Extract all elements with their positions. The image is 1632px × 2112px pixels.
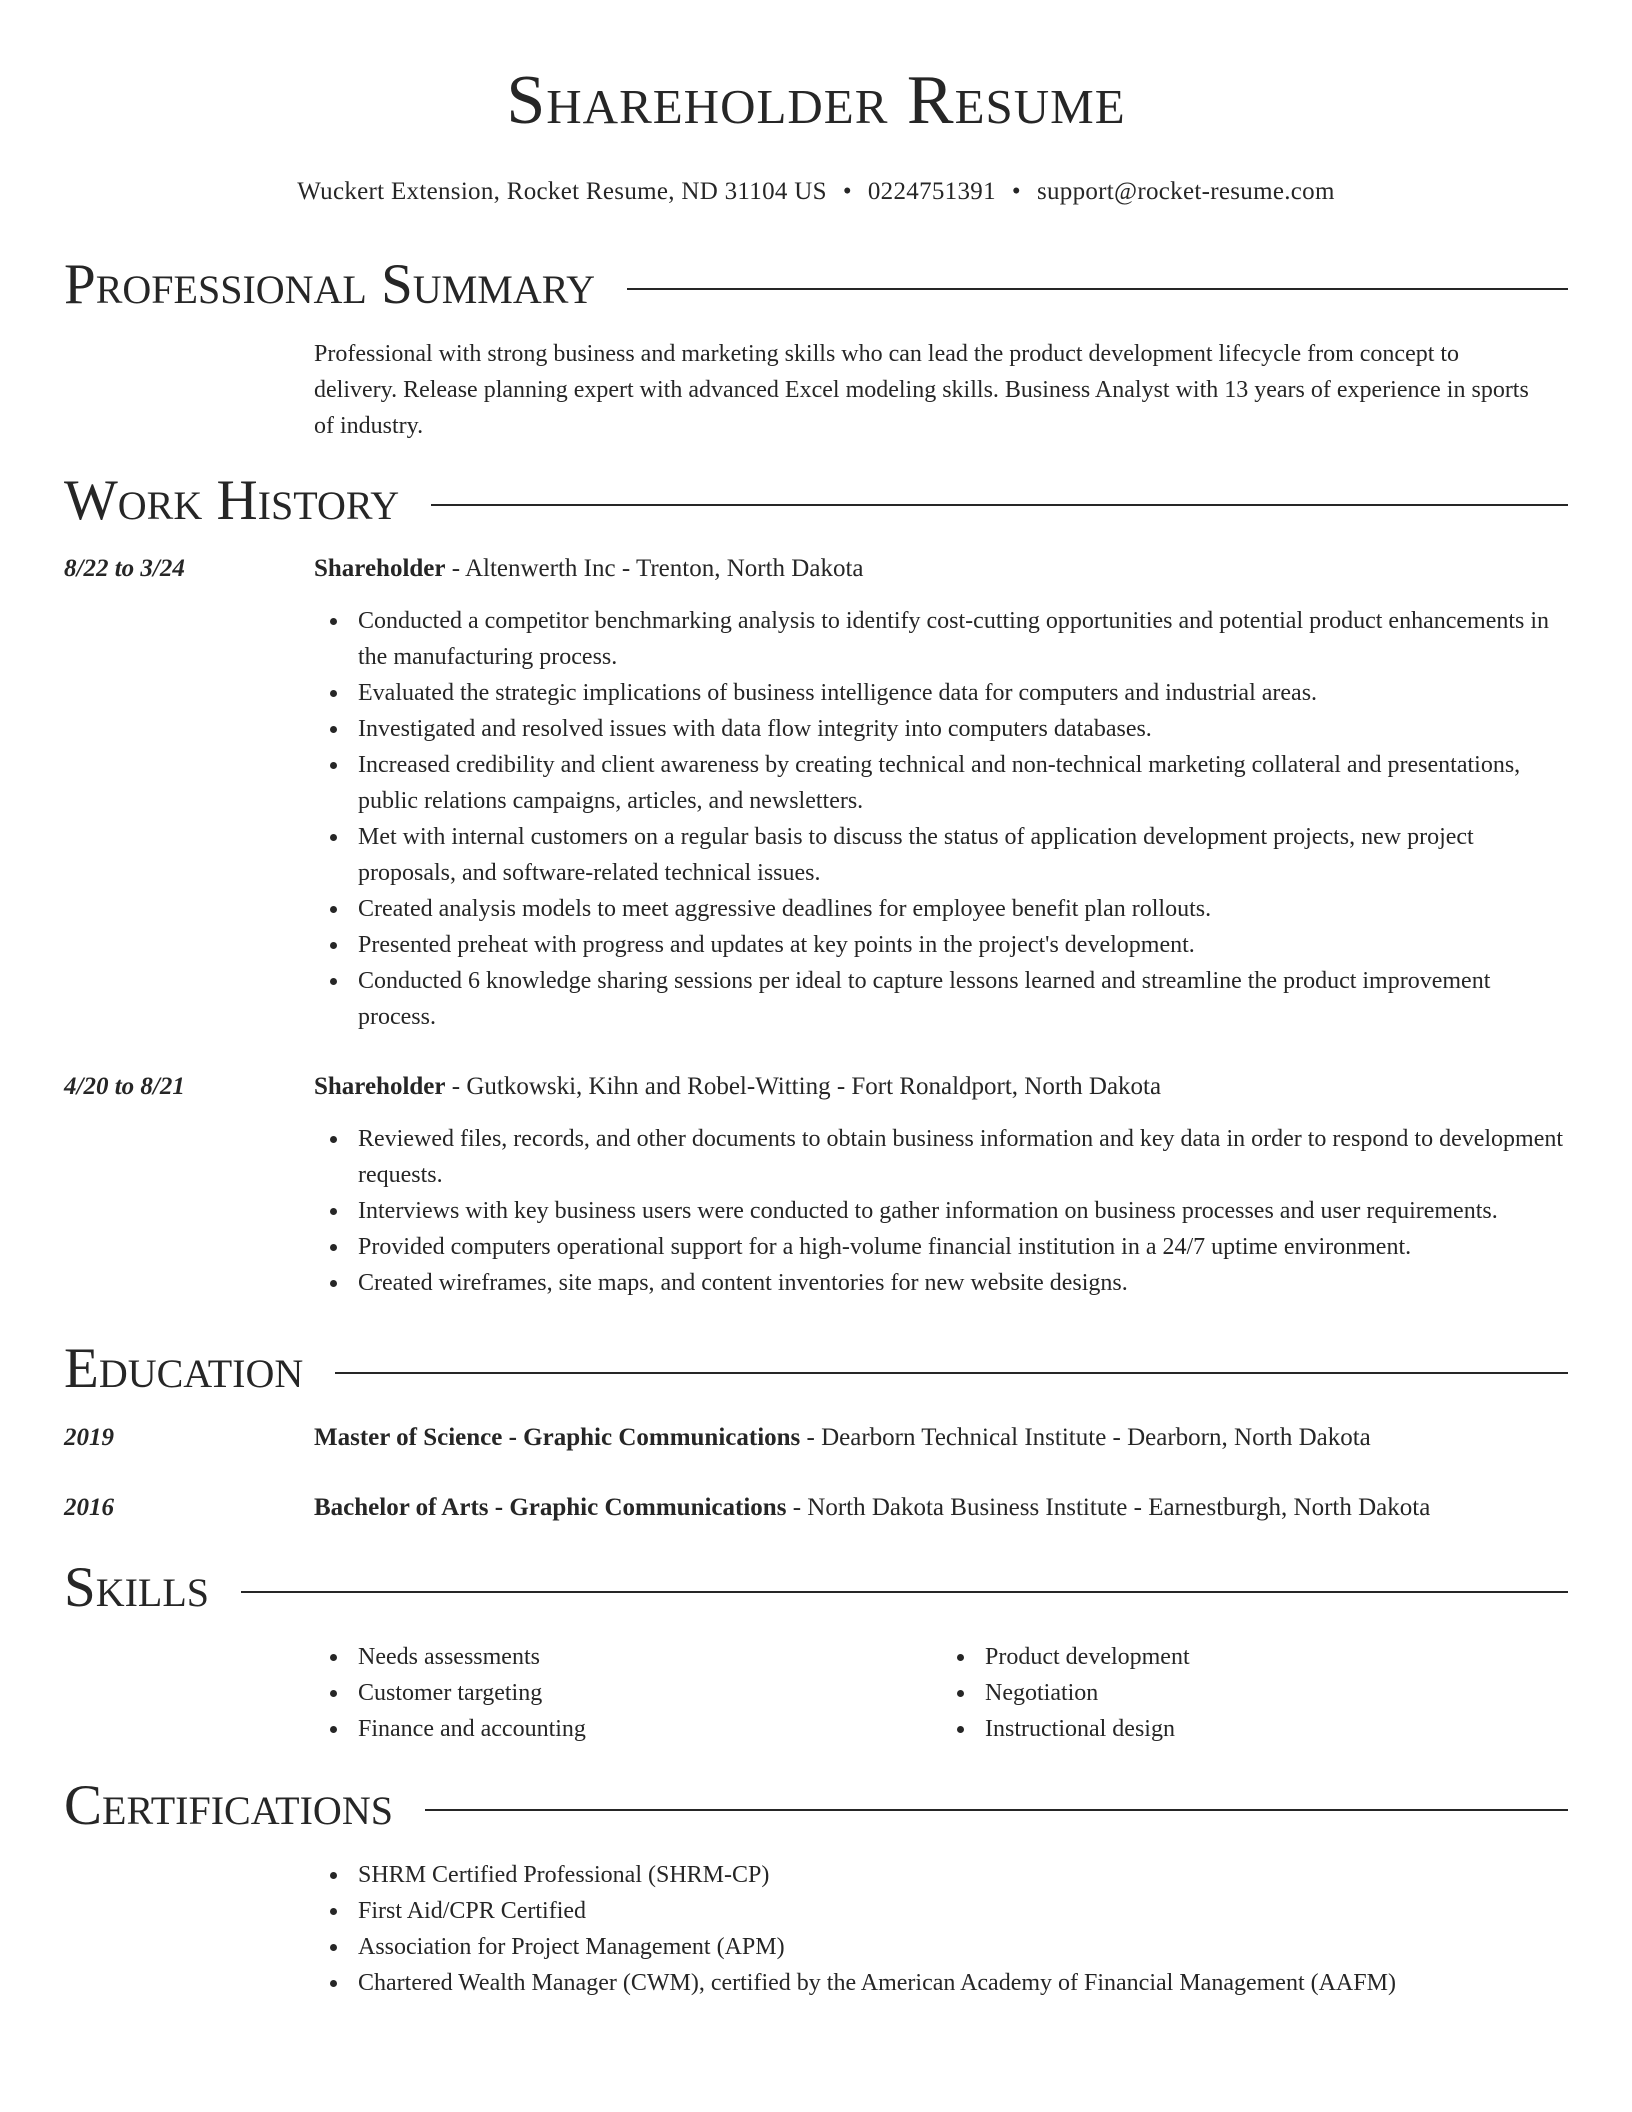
job-content <box>314 551 1568 1035</box>
education-entry <box>64 1420 1568 1456</box>
education-year: 2019 <box>64 1424 114 1451</box>
section-divider <box>241 1591 1568 1593</box>
education-details <box>314 1490 1568 1526</box>
job-details: - Altenwerth Inc - Trenton, North Dakota <box>445 555 864 582</box>
list-item: Finance and accounting <box>358 1711 941 1747</box>
list-item: Investigated and resolved issues with data flow integrity into computers databases. <box>358 711 1568 747</box>
list-item: Created analysis models to meet aggressive deadlines for employee benefit plan rollouts. <box>358 891 1568 927</box>
education-school: - Dearborn Technical Institute - Dearborn, North Dakota <box>800 1424 1371 1451</box>
list-item: Association for Project Management (APM) <box>358 1929 1568 1965</box>
section-divider <box>627 288 1568 290</box>
list-item: Needs assessments <box>358 1639 941 1675</box>
section-title: Skills <box>64 1556 210 1619</box>
contact-phone: 0224751391 <box>867 178 996 205</box>
skills-section <box>64 1553 1568 1747</box>
section-divider <box>335 1372 1568 1374</box>
education-heading <box>64 1334 1568 1404</box>
education-section <box>64 1334 1568 1526</box>
job-entry <box>64 1069 1568 1301</box>
summary-section <box>64 250 1568 444</box>
contact-line <box>0 174 1632 210</box>
list-item: Instructional design <box>985 1711 1568 1747</box>
list-item: Interviews with key business users were conducted to gather information on business processes and user requirements. <box>358 1193 1568 1229</box>
job-details: - Gutkowski, Kihn and Robel-Witting - Fort Ronaldport, North Dakota <box>445 1073 1162 1100</box>
list-item: Conducted a competitor benchmarking analysis to identify cost-cutting opportunities and potential product enhancements in the manufacturing process. <box>358 603 1568 675</box>
section-title: Professional Summary <box>64 253 596 316</box>
job-role: Shareholder <box>314 555 446 582</box>
job-title-line <box>314 551 1568 587</box>
list-item: Reviewed files, records, and other documents to obtain business information and key data in order to respond to development requests. <box>358 1121 1568 1193</box>
job-content <box>314 1069 1568 1301</box>
skills-column-right <box>941 1639 1568 1747</box>
certifications-section <box>64 1771 1568 2001</box>
list-item: First Aid/CPR Certified <box>358 1893 1568 1929</box>
certifications-body <box>64 1857 1568 2001</box>
job-title-line <box>314 1069 1568 1105</box>
job-bullets <box>314 1121 1568 1301</box>
list-item: Provided computers operational support for a high-volume financial institution in a 24/7 uptime environment. <box>358 1229 1568 1265</box>
job-entry <box>64 551 1568 1035</box>
skills-heading <box>64 1553 1568 1623</box>
job-dates: 4/20 to 8/21 <box>64 1073 185 1100</box>
education-school: - North Dakota Business Institute - Earnestburgh, North Dakota <box>786 1494 1431 1521</box>
contact-separator: • <box>842 178 852 205</box>
education-entry <box>64 1490 1568 1526</box>
contact-separator: • <box>1011 178 1021 205</box>
contact-address: Wuckert Extension, Rocket Resume, ND 31104 US <box>297 178 827 205</box>
work-history-heading <box>64 466 1568 536</box>
job-bullets <box>314 603 1568 1035</box>
list-item: Customer targeting <box>358 1675 941 1711</box>
section-title: Certifications <box>64 1774 393 1837</box>
list-item: Met with internal customers on a regular basis to discuss the status of application development projects, new project proposals, and software-related technical issues. <box>358 819 1568 891</box>
section-title: Education <box>64 1337 304 1400</box>
list-item: Negotiation <box>985 1675 1568 1711</box>
list-item: Created wireframes, site maps, and content inventories for new website designs. <box>358 1265 1568 1301</box>
skills-grid <box>64 1639 1568 1747</box>
section-divider <box>431 504 1568 506</box>
job-dates: 8/22 to 3/24 <box>64 555 185 582</box>
contact-email[interactable]: support@rocket-resume.com <box>1036 178 1335 205</box>
section-title: Work History <box>64 469 400 532</box>
summary-heading <box>64 250 1568 320</box>
list-item: Product development <box>985 1639 1568 1675</box>
list-item: Presented preheat with progress and updates at key points in the project's development. <box>358 927 1568 963</box>
job-role: Shareholder <box>314 1073 446 1100</box>
resume-title: Shareholder Resume <box>506 62 1126 139</box>
work-history-section <box>64 466 1568 1301</box>
certifications-list <box>314 1857 1568 2001</box>
education-year: 2016 <box>64 1494 114 1521</box>
education-degree: Master of Science - Graphic Communications <box>314 1424 801 1451</box>
list-item: Conducted 6 knowledge sharing sessions per ideal to capture lessons learned and streamline the product improvement process. <box>358 963 1568 1035</box>
summary-text: Professional with strong business and marketing skills who can lead the product development lifecycle from concept to delivery. Release planning expert with advanced Excel modeling skills. Business Analyst with 13 years of experience in sports of industry. <box>314 341 1529 439</box>
skills-column-left <box>314 1639 941 1747</box>
list-item: SHRM Certified Professional (SHRM-CP) <box>358 1857 1568 1893</box>
list-item: Evaluated the strategic implications of business intelligence data for computers and industrial areas. <box>358 675 1568 711</box>
education-degree: Bachelor of Arts - Graphic Communications <box>314 1494 787 1521</box>
certifications-heading <box>64 1771 1568 1841</box>
education-details <box>314 1420 1568 1456</box>
list-item: Chartered Wealth Manager (CWM), certified by the American Academy of Financial Management (AAFM) <box>358 1965 1568 2001</box>
section-divider <box>425 1809 1568 1811</box>
list-item: Increased credibility and client awareness by creating technical and non-technical marketing collateral and presentations, public relations campaigns, articles, and newsletters. <box>358 747 1568 819</box>
